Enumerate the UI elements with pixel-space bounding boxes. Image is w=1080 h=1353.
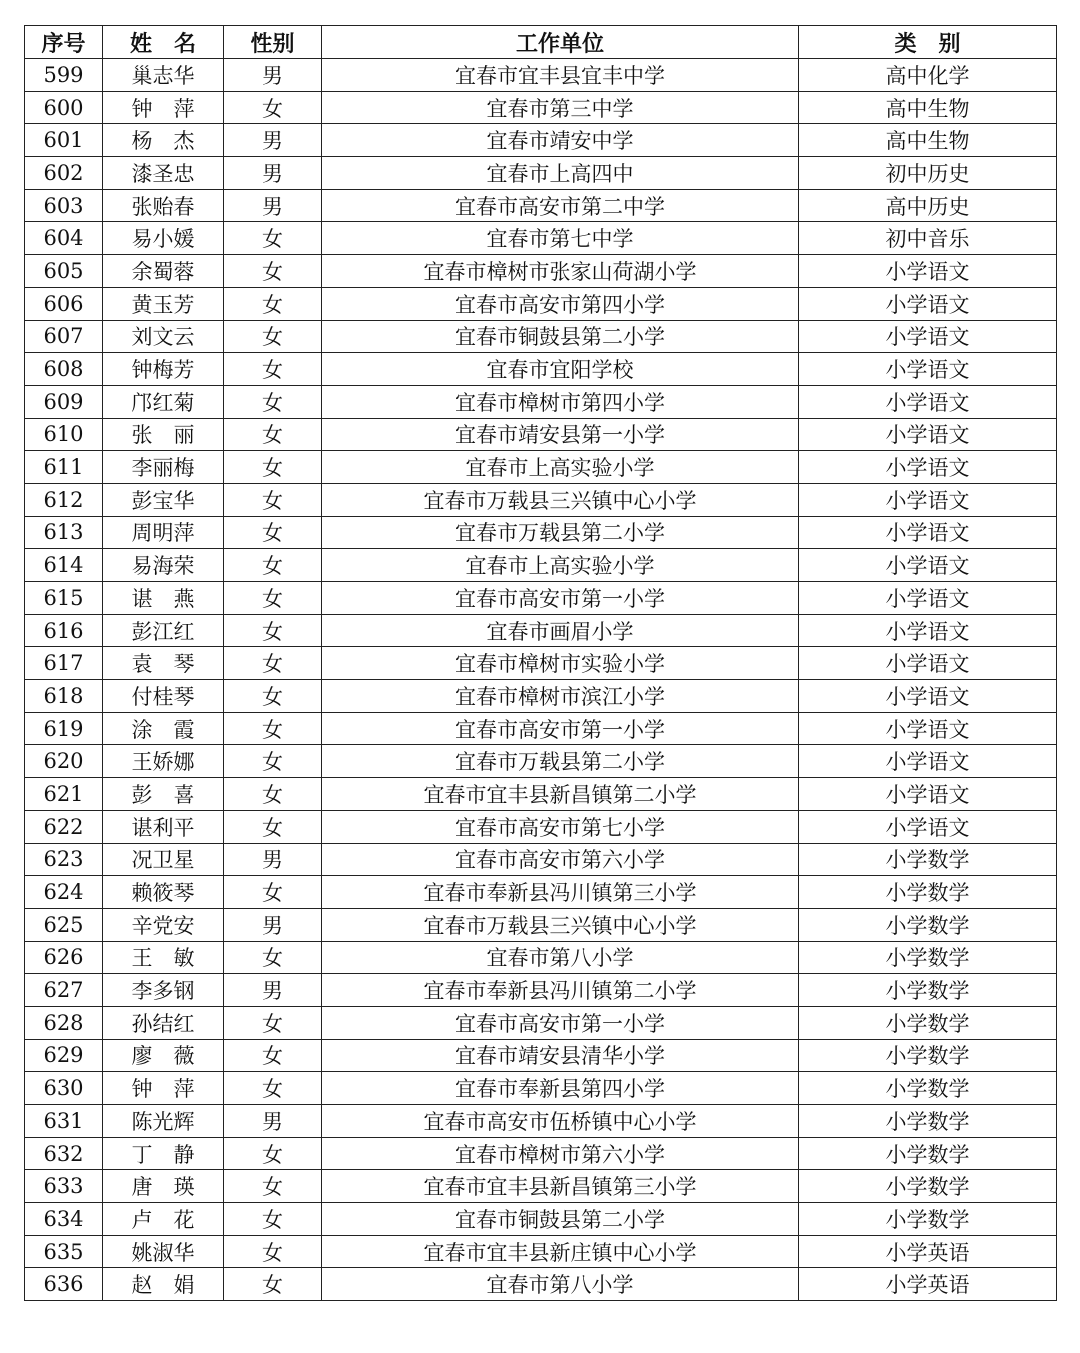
cell-work-unit: 宜春市高安市第一小学 bbox=[322, 1006, 799, 1039]
cell-work-unit: 宜春市第八小学 bbox=[322, 941, 799, 974]
header-serial-number: 序号 bbox=[25, 26, 103, 59]
cell-work-unit: 宜春市高安市第七小学 bbox=[322, 810, 799, 843]
table-row bbox=[25, 876, 1057, 909]
cell-category: 高中生物 bbox=[799, 91, 1057, 124]
cell-name: 周明萍 bbox=[103, 516, 224, 549]
cell-name: 廖 薇 bbox=[103, 1039, 224, 1072]
cell-serial-number: 602 bbox=[25, 157, 103, 190]
cell-gender: 女 bbox=[224, 876, 322, 909]
cell-category: 高中化学 bbox=[799, 59, 1057, 92]
table-row bbox=[25, 549, 1057, 582]
cell-work-unit: 宜春市宜丰县新昌镇第三小学 bbox=[322, 1170, 799, 1203]
table-row bbox=[25, 582, 1057, 615]
cell-serial-number: 634 bbox=[25, 1203, 103, 1236]
cell-work-unit: 宜春市宜丰县新昌镇第二小学 bbox=[322, 778, 799, 811]
cell-category: 小学数学 bbox=[799, 941, 1057, 974]
cell-work-unit: 宜春市宜丰县新庄镇中心小学 bbox=[322, 1235, 799, 1268]
cell-name: 姚淑华 bbox=[103, 1235, 224, 1268]
cell-serial-number: 630 bbox=[25, 1072, 103, 1105]
table-row bbox=[25, 1235, 1057, 1268]
cell-category: 小学语文 bbox=[799, 287, 1057, 320]
cell-work-unit: 宜春市樟树市张家山荷湖小学 bbox=[322, 255, 799, 288]
table-row bbox=[25, 320, 1057, 353]
cell-work-unit: 宜春市上高实验小学 bbox=[322, 549, 799, 582]
cell-work-unit: 宜春市万载县第二小学 bbox=[322, 516, 799, 549]
cell-category: 小学语文 bbox=[799, 810, 1057, 843]
cell-gender: 女 bbox=[224, 1039, 322, 1072]
table-row bbox=[25, 843, 1057, 876]
cell-gender: 女 bbox=[224, 1137, 322, 1170]
cell-serial-number: 635 bbox=[25, 1235, 103, 1268]
cell-category: 小学英语 bbox=[799, 1268, 1057, 1301]
cell-serial-number: 632 bbox=[25, 1137, 103, 1170]
cell-name: 唐 瑛 bbox=[103, 1170, 224, 1203]
cell-category: 高中生物 bbox=[799, 124, 1057, 157]
cell-gender: 女 bbox=[224, 712, 322, 745]
cell-name: 彭 喜 bbox=[103, 778, 224, 811]
cell-gender: 男 bbox=[224, 59, 322, 92]
cell-gender: 女 bbox=[224, 418, 322, 451]
cell-name: 辛党安 bbox=[103, 908, 224, 941]
cell-category: 小学语文 bbox=[799, 680, 1057, 713]
cell-serial-number: 629 bbox=[25, 1039, 103, 1072]
header-gender: 性别 bbox=[224, 26, 322, 59]
table-row bbox=[25, 1105, 1057, 1138]
cell-gender: 女 bbox=[224, 1170, 322, 1203]
cell-serial-number: 631 bbox=[25, 1105, 103, 1138]
cell-gender: 男 bbox=[224, 1105, 322, 1138]
cell-category: 小学数学 bbox=[799, 1137, 1057, 1170]
table-row bbox=[25, 483, 1057, 516]
table-row bbox=[25, 1072, 1057, 1105]
cell-name: 卢 花 bbox=[103, 1203, 224, 1236]
cell-category: 小学语文 bbox=[799, 353, 1057, 386]
cell-gender: 女 bbox=[224, 255, 322, 288]
cell-work-unit: 宜春市高安市第一小学 bbox=[322, 712, 799, 745]
cell-gender: 女 bbox=[224, 582, 322, 615]
cell-serial-number: 623 bbox=[25, 843, 103, 876]
cell-serial-number: 607 bbox=[25, 320, 103, 353]
cell-gender: 女 bbox=[224, 451, 322, 484]
cell-work-unit: 宜春市高安市第一小学 bbox=[322, 582, 799, 615]
cell-gender: 女 bbox=[224, 320, 322, 353]
cell-gender: 男 bbox=[224, 908, 322, 941]
table-row bbox=[25, 941, 1057, 974]
table-row bbox=[25, 1137, 1057, 1170]
cell-work-unit: 宜春市第八小学 bbox=[322, 1268, 799, 1301]
table-row bbox=[25, 1268, 1057, 1301]
header-row bbox=[25, 26, 1057, 59]
table-row bbox=[25, 255, 1057, 288]
cell-name: 王娇娜 bbox=[103, 745, 224, 778]
cell-category: 小学数学 bbox=[799, 1039, 1057, 1072]
cell-category: 小学数学 bbox=[799, 974, 1057, 1007]
cell-category: 小学英语 bbox=[799, 1235, 1057, 1268]
cell-gender: 男 bbox=[224, 843, 322, 876]
cell-serial-number: 612 bbox=[25, 483, 103, 516]
cell-work-unit: 宜春市樟树市实验小学 bbox=[322, 647, 799, 680]
cell-work-unit: 宜春市高安市第六小学 bbox=[322, 843, 799, 876]
roster-table bbox=[24, 25, 1057, 1301]
cell-gender: 女 bbox=[224, 1268, 322, 1301]
cell-serial-number: 608 bbox=[25, 353, 103, 386]
cell-gender: 女 bbox=[224, 1235, 322, 1268]
cell-gender: 女 bbox=[224, 810, 322, 843]
table-row bbox=[25, 908, 1057, 941]
table-row bbox=[25, 778, 1057, 811]
cell-serial-number: 615 bbox=[25, 582, 103, 615]
cell-work-unit: 宜春市樟树市第六小学 bbox=[322, 1137, 799, 1170]
cell-work-unit: 宜春市万载县三兴镇中心小学 bbox=[322, 908, 799, 941]
cell-serial-number: 636 bbox=[25, 1268, 103, 1301]
cell-serial-number: 610 bbox=[25, 418, 103, 451]
table-row bbox=[25, 1170, 1057, 1203]
cell-category: 小学语文 bbox=[799, 582, 1057, 615]
table-row bbox=[25, 287, 1057, 320]
table-row bbox=[25, 1039, 1057, 1072]
cell-category: 小学语文 bbox=[799, 745, 1057, 778]
cell-name: 王 敏 bbox=[103, 941, 224, 974]
cell-work-unit: 宜春市樟树市滨江小学 bbox=[322, 680, 799, 713]
table-row bbox=[25, 974, 1057, 1007]
header-category: 类 别 bbox=[799, 26, 1057, 59]
cell-serial-number: 606 bbox=[25, 287, 103, 320]
cell-name: 李多钢 bbox=[103, 974, 224, 1007]
cell-name: 彭宝华 bbox=[103, 483, 224, 516]
table-row bbox=[25, 124, 1057, 157]
header-name: 姓 名 bbox=[103, 26, 224, 59]
cell-name: 丁 静 bbox=[103, 1137, 224, 1170]
cell-gender: 女 bbox=[224, 353, 322, 386]
cell-category: 小学数学 bbox=[799, 843, 1057, 876]
cell-name: 张 丽 bbox=[103, 418, 224, 451]
cell-work-unit: 宜春市第三中学 bbox=[322, 91, 799, 124]
cell-work-unit: 宜春市靖安中学 bbox=[322, 124, 799, 157]
cell-gender: 女 bbox=[224, 941, 322, 974]
cell-work-unit: 宜春市靖安县清华小学 bbox=[322, 1039, 799, 1072]
cell-serial-number: 604 bbox=[25, 222, 103, 255]
cell-category: 小学数学 bbox=[799, 876, 1057, 909]
table-row bbox=[25, 157, 1057, 190]
cell-serial-number: 616 bbox=[25, 614, 103, 647]
cell-name: 付桂琴 bbox=[103, 680, 224, 713]
cell-name: 杨 杰 bbox=[103, 124, 224, 157]
cell-name: 钟 萍 bbox=[103, 91, 224, 124]
table-row bbox=[25, 614, 1057, 647]
cell-name: 彭江红 bbox=[103, 614, 224, 647]
cell-gender: 女 bbox=[224, 1006, 322, 1039]
cell-name: 谌利平 bbox=[103, 810, 224, 843]
cell-gender: 女 bbox=[224, 516, 322, 549]
cell-category: 小学语文 bbox=[799, 385, 1057, 418]
cell-name: 涂 霞 bbox=[103, 712, 224, 745]
cell-name: 易海荣 bbox=[103, 549, 224, 582]
cell-serial-number: 617 bbox=[25, 647, 103, 680]
cell-serial-number: 619 bbox=[25, 712, 103, 745]
table-row bbox=[25, 1006, 1057, 1039]
cell-category: 小学数学 bbox=[799, 1072, 1057, 1105]
table-row bbox=[25, 712, 1057, 745]
table-row bbox=[25, 385, 1057, 418]
cell-serial-number: 600 bbox=[25, 91, 103, 124]
cell-serial-number: 614 bbox=[25, 549, 103, 582]
cell-gender: 女 bbox=[224, 1203, 322, 1236]
cell-name: 易小媛 bbox=[103, 222, 224, 255]
cell-serial-number: 628 bbox=[25, 1006, 103, 1039]
cell-gender: 女 bbox=[224, 745, 322, 778]
cell-serial-number: 601 bbox=[25, 124, 103, 157]
cell-gender: 女 bbox=[224, 385, 322, 418]
cell-category: 小学数学 bbox=[799, 1203, 1057, 1236]
cell-name: 谌 燕 bbox=[103, 582, 224, 615]
cell-serial-number: 625 bbox=[25, 908, 103, 941]
cell-category: 小学语文 bbox=[799, 516, 1057, 549]
cell-category: 小学数学 bbox=[799, 1170, 1057, 1203]
table-body bbox=[25, 59, 1057, 1301]
cell-name: 钟梅芳 bbox=[103, 353, 224, 386]
cell-name: 李丽梅 bbox=[103, 451, 224, 484]
cell-work-unit: 宜春市铜鼓县第二小学 bbox=[322, 1203, 799, 1236]
cell-name: 况卫星 bbox=[103, 843, 224, 876]
cell-gender: 女 bbox=[224, 483, 322, 516]
cell-category: 小学语文 bbox=[799, 647, 1057, 680]
cell-name: 黄玉芳 bbox=[103, 287, 224, 320]
table-row bbox=[25, 516, 1057, 549]
cell-category: 小学数学 bbox=[799, 1105, 1057, 1138]
table-row bbox=[25, 451, 1057, 484]
table-header bbox=[25, 26, 1057, 59]
cell-category: 小学语文 bbox=[799, 712, 1057, 745]
cell-serial-number: 605 bbox=[25, 255, 103, 288]
cell-category: 小学语文 bbox=[799, 778, 1057, 811]
cell-name: 赵 娟 bbox=[103, 1268, 224, 1301]
cell-gender: 男 bbox=[224, 157, 322, 190]
cell-gender: 女 bbox=[224, 778, 322, 811]
cell-work-unit: 宜春市画眉小学 bbox=[322, 614, 799, 647]
table-row bbox=[25, 745, 1057, 778]
cell-gender: 女 bbox=[224, 549, 322, 582]
cell-serial-number: 633 bbox=[25, 1170, 103, 1203]
cell-category: 小学语文 bbox=[799, 255, 1057, 288]
cell-serial-number: 618 bbox=[25, 680, 103, 713]
table-row bbox=[25, 189, 1057, 222]
cell-category: 小学数学 bbox=[799, 1006, 1057, 1039]
cell-serial-number: 622 bbox=[25, 810, 103, 843]
cell-gender: 男 bbox=[224, 124, 322, 157]
cell-work-unit: 宜春市上高实验小学 bbox=[322, 451, 799, 484]
cell-work-unit: 宜春市上高四中 bbox=[322, 157, 799, 190]
cell-category: 小学语文 bbox=[799, 483, 1057, 516]
cell-gender: 女 bbox=[224, 680, 322, 713]
cell-category: 小学数学 bbox=[799, 908, 1057, 941]
cell-gender: 女 bbox=[224, 647, 322, 680]
cell-category: 小学语文 bbox=[799, 418, 1057, 451]
cell-name: 孙结红 bbox=[103, 1006, 224, 1039]
cell-work-unit: 宜春市宜丰县宜丰中学 bbox=[322, 59, 799, 92]
cell-gender: 女 bbox=[224, 91, 322, 124]
cell-name: 漆圣忠 bbox=[103, 157, 224, 190]
table-row bbox=[25, 1203, 1057, 1236]
cell-name: 邝红菊 bbox=[103, 385, 224, 418]
cell-work-unit: 宜春市樟树市第四小学 bbox=[322, 385, 799, 418]
header-work-unit: 工作单位 bbox=[322, 26, 799, 59]
cell-name: 张贻春 bbox=[103, 189, 224, 222]
table-row bbox=[25, 91, 1057, 124]
cell-work-unit: 宜春市万载县三兴镇中心小学 bbox=[322, 483, 799, 516]
cell-work-unit: 宜春市宜阳学校 bbox=[322, 353, 799, 386]
table-row bbox=[25, 418, 1057, 451]
cell-work-unit: 宜春市奉新县第四小学 bbox=[322, 1072, 799, 1105]
table-row bbox=[25, 647, 1057, 680]
table-row bbox=[25, 810, 1057, 843]
cell-name: 钟 萍 bbox=[103, 1072, 224, 1105]
table-row bbox=[25, 222, 1057, 255]
cell-gender: 男 bbox=[224, 974, 322, 1007]
cell-gender: 男 bbox=[224, 189, 322, 222]
cell-category: 小学语文 bbox=[799, 614, 1057, 647]
cell-gender: 女 bbox=[224, 1072, 322, 1105]
table-row bbox=[25, 353, 1057, 386]
cell-serial-number: 624 bbox=[25, 876, 103, 909]
cell-work-unit: 宜春市靖安县第一小学 bbox=[322, 418, 799, 451]
cell-work-unit: 宜春市奉新县冯川镇第三小学 bbox=[322, 876, 799, 909]
cell-name: 陈光辉 bbox=[103, 1105, 224, 1138]
cell-category: 高中历史 bbox=[799, 189, 1057, 222]
cell-gender: 女 bbox=[224, 287, 322, 320]
cell-work-unit: 宜春市奉新县冯川镇第二小学 bbox=[322, 974, 799, 1007]
cell-serial-number: 613 bbox=[25, 516, 103, 549]
cell-gender: 女 bbox=[224, 222, 322, 255]
cell-serial-number: 626 bbox=[25, 941, 103, 974]
cell-work-unit: 宜春市万载县第二小学 bbox=[322, 745, 799, 778]
cell-name: 袁 琴 bbox=[103, 647, 224, 680]
table-row bbox=[25, 680, 1057, 713]
table-row bbox=[25, 59, 1057, 92]
cell-work-unit: 宜春市铜鼓县第二小学 bbox=[322, 320, 799, 353]
cell-gender: 女 bbox=[224, 614, 322, 647]
cell-serial-number: 621 bbox=[25, 778, 103, 811]
cell-serial-number: 603 bbox=[25, 189, 103, 222]
cell-work-unit: 宜春市第七中学 bbox=[322, 222, 799, 255]
cell-serial-number: 627 bbox=[25, 974, 103, 1007]
cell-name: 余蜀蓉 bbox=[103, 255, 224, 288]
cell-serial-number: 611 bbox=[25, 451, 103, 484]
cell-category: 小学语文 bbox=[799, 451, 1057, 484]
cell-category: 初中音乐 bbox=[799, 222, 1057, 255]
cell-work-unit: 宜春市高安市伍桥镇中心小学 bbox=[322, 1105, 799, 1138]
cell-name: 巢志华 bbox=[103, 59, 224, 92]
cell-category: 初中历史 bbox=[799, 157, 1057, 190]
cell-work-unit: 宜春市高安市第二中学 bbox=[322, 189, 799, 222]
cell-category: 小学语文 bbox=[799, 320, 1057, 353]
cell-work-unit: 宜春市高安市第四小学 bbox=[322, 287, 799, 320]
cell-name: 刘文云 bbox=[103, 320, 224, 353]
cell-serial-number: 609 bbox=[25, 385, 103, 418]
cell-name: 赖筱琴 bbox=[103, 876, 224, 909]
cell-category: 小学语文 bbox=[799, 549, 1057, 582]
cell-serial-number: 620 bbox=[25, 745, 103, 778]
cell-serial-number: 599 bbox=[25, 59, 103, 92]
